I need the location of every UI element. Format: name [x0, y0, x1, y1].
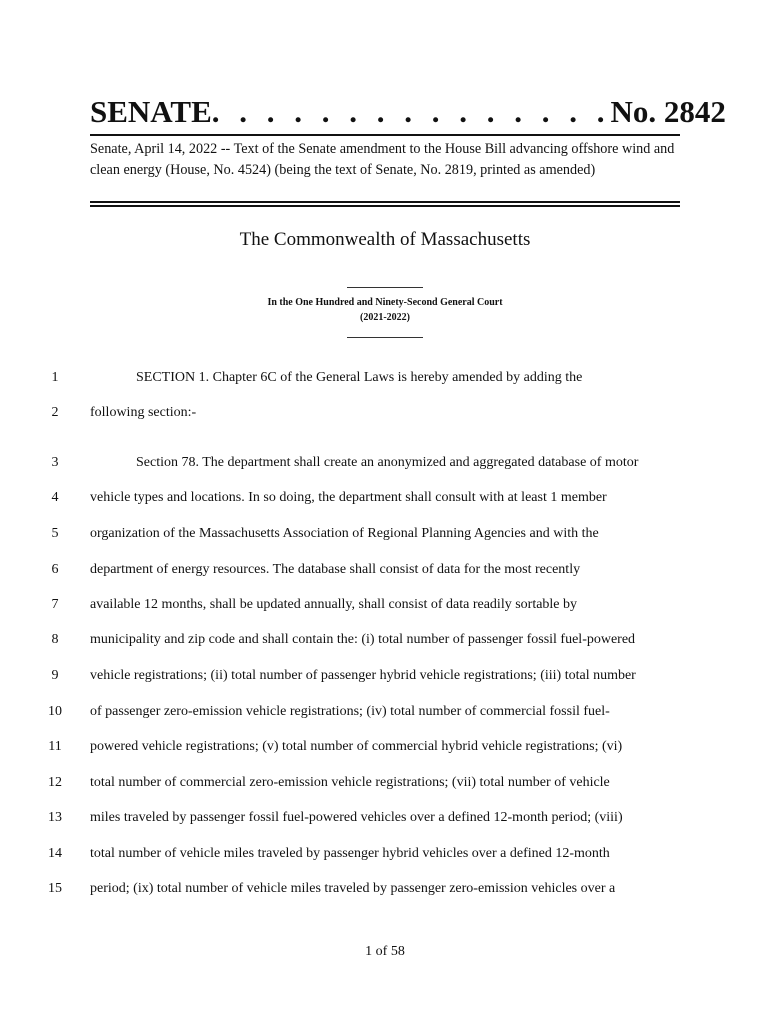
bill-line: total number of vehicle miles traveled by passenger hybrid vehicles over a defined 12-month	[90, 846, 610, 861]
court-block	[0, 295, 770, 325]
bill-subtitle: Senate, April 14, 2022 -- Text of the Senate amendment to the House Bill advancing offshore wind and clean energy (House, No. 4524) (being the text of Senate, No. 2819, printed as amended)	[90, 141, 675, 178]
bill-line: municipality and zip code and shall contain the: (i) total number of passenger fossil fuel-powered	[90, 632, 636, 647]
header-dot-leader: . . . . . . . . . . . . . . .	[211, 94, 611, 129]
line-number: 12	[48, 775, 62, 790]
line-number: 7	[51, 597, 59, 612]
line-number: 10	[48, 704, 62, 719]
line-number: 6	[51, 562, 59, 577]
bill-line: total number of commercial zero-emission vehicle registrations; (vii) total number of vehicle	[90, 775, 610, 790]
header-rule	[90, 134, 680, 136]
line-number: 9	[51, 668, 59, 683]
bill-line: available 12 months, shall be updated annually, shall consist of data readily sortable by	[90, 597, 578, 612]
bill-line: following section:-	[90, 405, 197, 420]
bill-line: vehicle registrations; (ii) total number of passenger hybrid vehicle registrations; (iii) total number	[90, 668, 636, 683]
bill-line: SECTION 1. Chapter 6C of the General Laws is hereby amended by adding the	[136, 370, 583, 385]
court-name: In the One Hundred and Ninety-Second General Court	[267, 297, 503, 308]
subtitle-rule-upper	[90, 201, 680, 203]
court-rule-bottom	[347, 337, 423, 338]
bill-number: No. 2842	[610, 94, 726, 129]
court-rule-top	[347, 287, 423, 288]
line-number: 11	[48, 739, 62, 754]
page-indicator: 1 of 58	[365, 944, 405, 959]
bill-line: organization of the Massachusetts Association of Regional Planning Agencies and with the	[90, 526, 599, 541]
bill-header	[90, 94, 726, 134]
line-number: 13	[48, 810, 62, 825]
line-number: 15	[48, 881, 62, 896]
subtitle-rule-lower	[90, 205, 680, 207]
line-number: 4	[51, 490, 59, 505]
line-number: 8	[51, 632, 59, 647]
chamber-name: SENATE	[90, 94, 212, 129]
commonwealth-heading: The Commonwealth of Massachusetts	[239, 229, 531, 250]
bill-line: powered vehicle registrations; (v) total number of commercial hybrid vehicle registrations; (vi)	[90, 739, 623, 754]
line-number: 5	[51, 526, 59, 541]
bill-line: department of energy resources. The database shall consist of data for the most recently	[90, 562, 581, 577]
line-number: 2	[51, 405, 59, 420]
court-years: (2021-2022)	[360, 312, 410, 323]
bill-line: period; (ix) total number of vehicle miles traveled by passenger zero-emission vehicles over a	[90, 881, 616, 896]
line-number: 1	[51, 370, 59, 385]
bill-line: miles traveled by passenger fossil fuel-powered vehicles over a defined 12-month period; (viii)	[90, 810, 623, 825]
bill-line: vehicle types and locations. In so doing, the department shall consult with at least 1 member	[90, 490, 607, 505]
bill-line: of passenger zero-emission vehicle registrations; (iv) total number of commercial fossil fuel-	[90, 704, 610, 719]
line-number: 14	[48, 846, 62, 861]
line-number: 3	[51, 455, 59, 470]
bill-line: Section 78. The department shall create an anonymized and aggregated database of motor	[136, 455, 639, 470]
